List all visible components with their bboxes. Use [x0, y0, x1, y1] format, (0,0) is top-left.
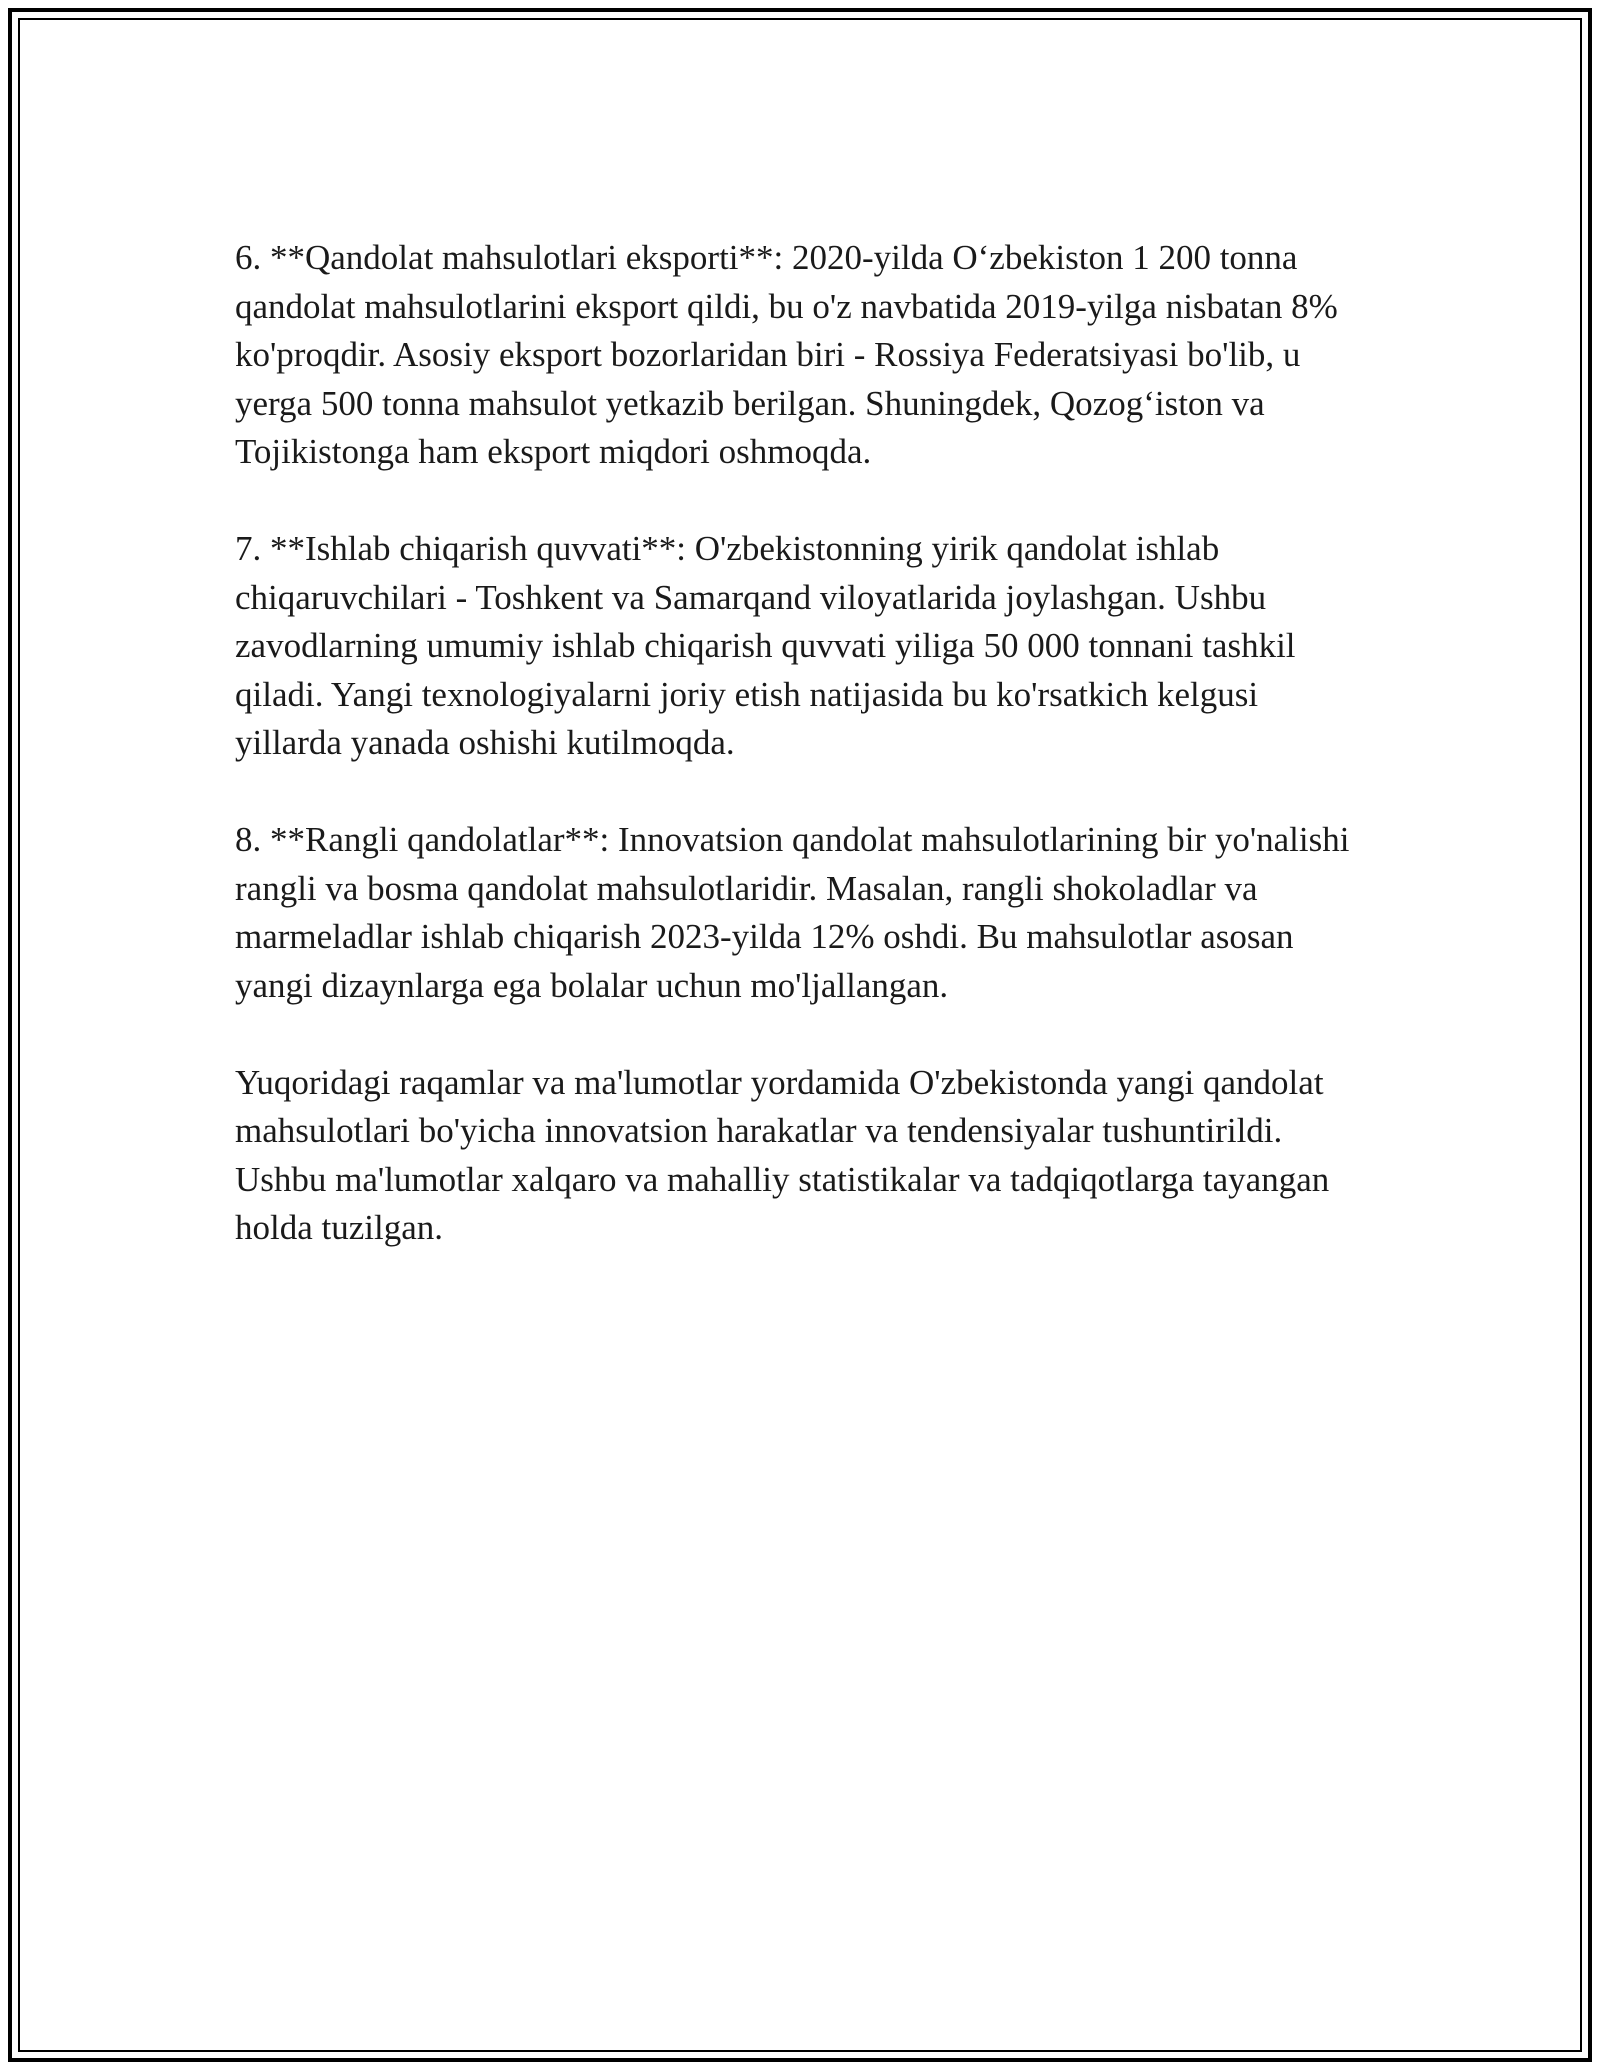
paragraph-production-capacity: 7. **Ishlab chiqarish quvvati**: O'zbekistonning yirik qandolat ishlab chiqaruvchilari - Toshkent va Samarqand viloyatlarida joylashgan. Ushbu zavodlarning umumiy ishlab chiqarish quvvati yiliga 50 000 tonnani tashkil qiladi. Yangi texnologiyalarni joriy etish natijasida bu ko'rsatkich kelgusi yillarda yanada oshishi kutilmoqda. — [235, 529, 1296, 762]
paragraph-conclusion: Yuqoridagi raqamlar va ma'lumotlar yordamida O'zbekistonda yangi qandolat mahsulotlari bo'yicha innovatsion harakatlar va tendensiyalar tushuntirildi. Ushbu ma'lumotlar xalqaro va mahalliy statistikalar va tadqiqotlarga tayangan holda tuzilgan. — [235, 1062, 1330, 1247]
paragraph-export: 6. **Qandolat mahsulotlari eksporti**: 2020-yilda O‘zbekiston 1 200 tonna qandolat mahsulotlarini eksport qildi, bu o'z navbatida 2019-yilga nisbatan 8% ko'proqdir. Asosiy eksport bozorlaridan biri - Rossiya Federatsiyasi bo'lib, u yerga 500 tonna mahsulot yetkazib berilgan. Shuningdek, Qozog‘iston va Tojikistonga ham eksport miqdori oshmoqda. — [235, 238, 1338, 471]
document-body — [235, 234, 1365, 1301]
paragraph-colored-confectionery: 8. **Rangli qandolatlar**: Innovatsion qandolat mahsulotlarining bir yo'nalishi rangli va bosma qandolat mahsulotlaridir. Masalan, rangli shokoladlar va marmeladlar ishlab chiqarish 2023-yilda 12% oshdi. Bu mahsulotlar asosan yangi dizaynlarga ega bolalar uchun mo'ljallangan. — [235, 820, 1350, 1005]
